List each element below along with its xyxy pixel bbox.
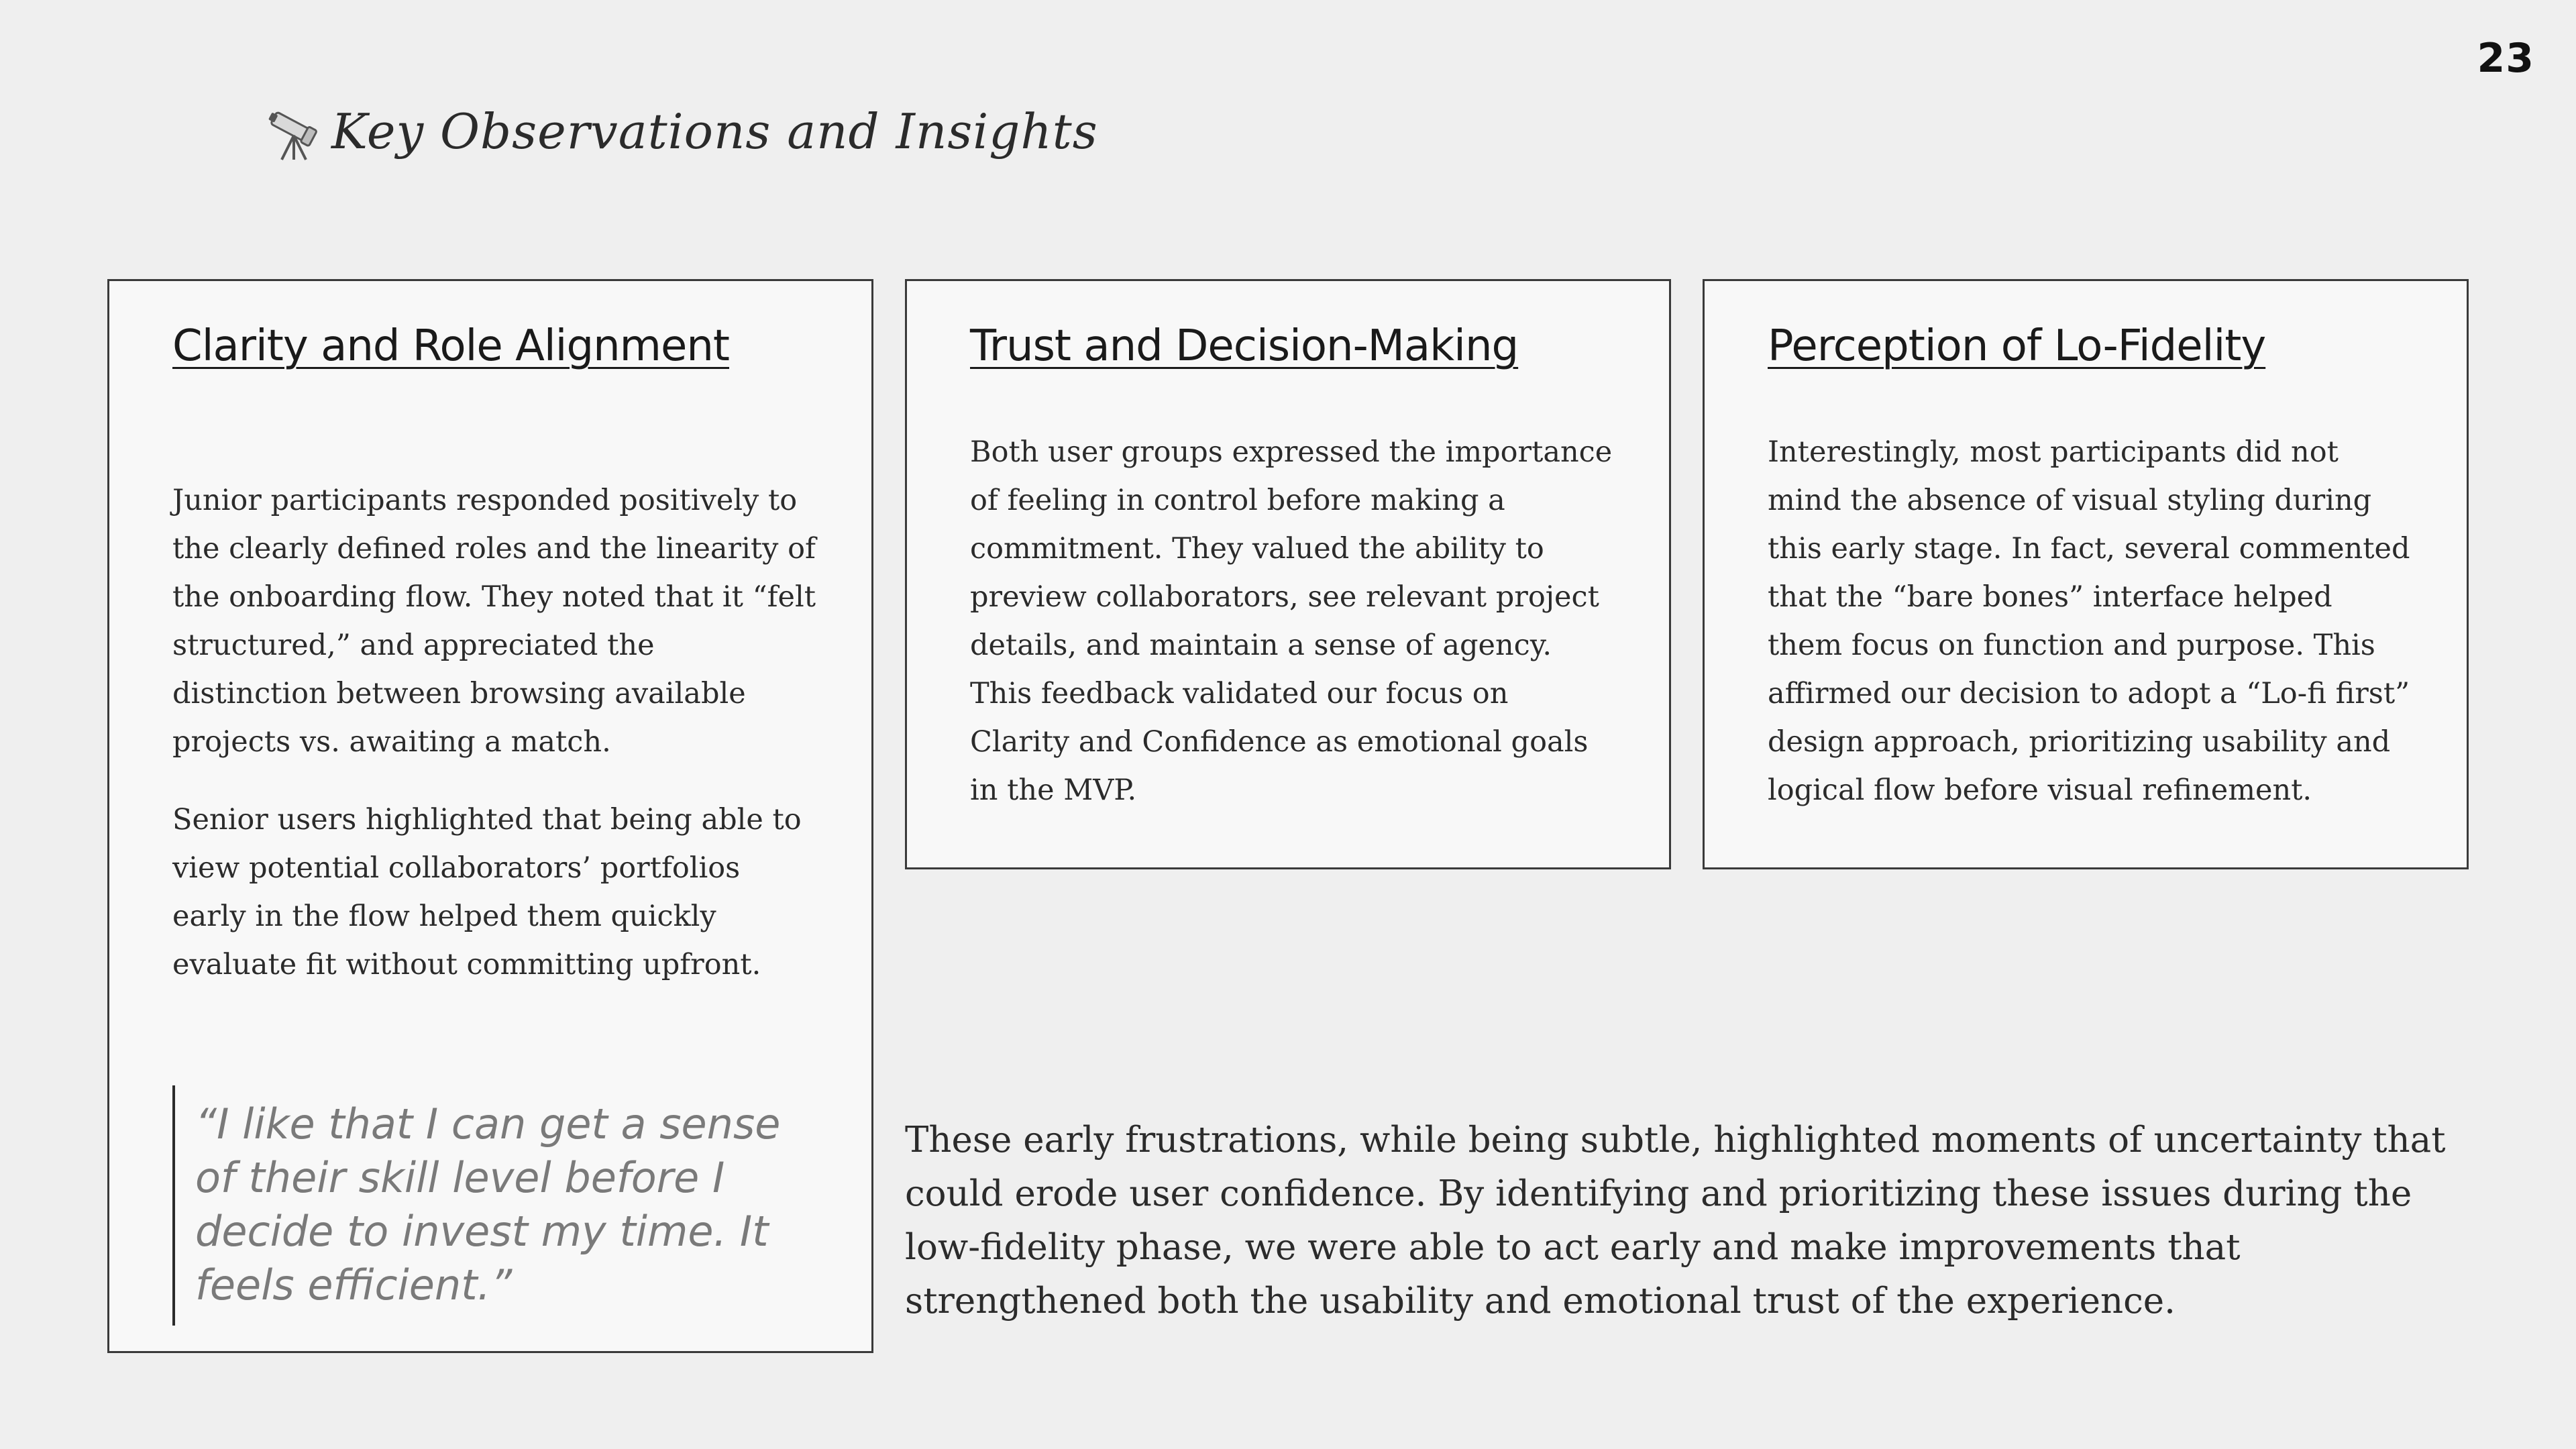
card-title: Clarity and Role Alignment [172, 321, 729, 371]
card-paragraph: Interestingly, most participants did not mind the absence of visual styling during this early stage. In fact, several commented that the “bare bones” interface helped them focus on function and purpose. This affirmed our decision to adopt a “Lo-fi first” design approach, prioritizing usability and logical flow before visual refinement. [1768, 435, 2410, 807]
telescope-icon [263, 101, 325, 162]
card-trust-decision-making [905, 279, 1671, 869]
participant-quote: “I like that I can get a sense of their skill level before I decide to invest my time. It feels efficient.” [172, 1085, 816, 1326]
page-number: 23 [2477, 35, 2534, 82]
card-paragraph: Junior participants responded positively to the clearly defined roles and the linearity of the onboarding flow. They noted that it “felt structured,” and appreciated the distinction between browsing available projects vs. awaiting a match. [172, 484, 816, 759]
card-clarity-role-alignment [107, 279, 873, 1353]
card-perception-lo-fidelity [1703, 279, 2469, 869]
page-title: Key Observations and Insights [331, 103, 1098, 160]
card-title: Trust and Decision-Making [970, 321, 1519, 371]
page-header [263, 101, 1098, 162]
card-paragraph: Both user groups expressed the importance of feeling in control before making a commitment. They valued the ability to preview collaborators, see relevant project details, and maintain a sense of agency. This feedback validated our focus on Clarity and Confidence as emotional goals in the MVP. [970, 435, 1613, 807]
card-title: Perception of Lo-Fidelity [1768, 321, 2266, 371]
summary-paragraph: These early frustrations, while being subtle, highlighted moments of uncertainty that could erode user confidence. By identifying and prioritizing these issues during the low-fidelity phase, we were able to act early and make improvements that strengthened both the usability and emotional trust of the experience. [905, 1120, 2446, 1322]
card-paragraph: Senior users highlighted that being able to view potential collaborators’ portfolios early in the flow helped them quickly evaluate fit without committing upfront. [172, 803, 802, 981]
